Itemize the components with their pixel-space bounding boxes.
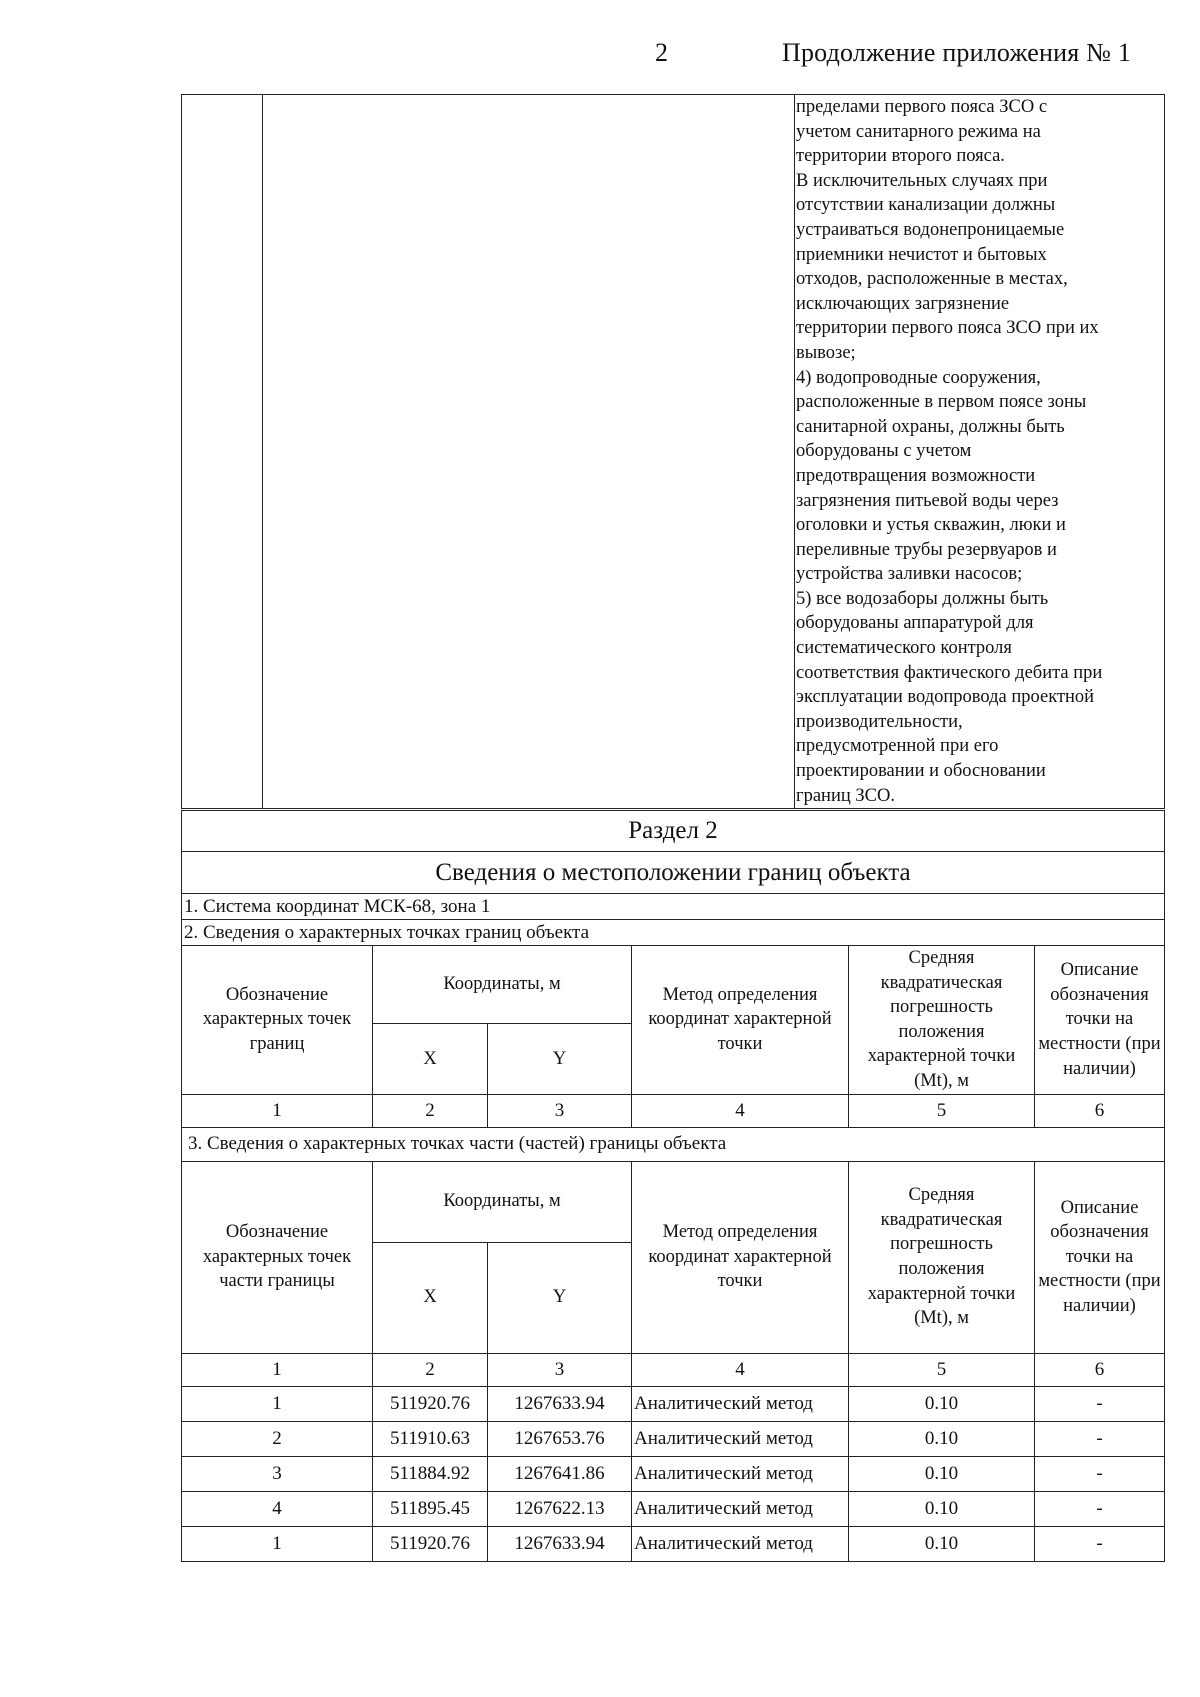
regime-text-line: устраиваться водонепроницаемые — [796, 219, 1065, 240]
regime-text-line: проектировании и обосновании — [796, 761, 1046, 782]
boundaries-table — [181, 810, 1165, 1562]
t3-col-method: Метод определения координат характерной точки — [632, 1161, 849, 1353]
cell-y: 1267633.94 — [488, 1386, 632, 1421]
t3-num: 6 — [1035, 1353, 1165, 1386]
cell-desc: - — [1035, 1526, 1165, 1561]
empty-cell-2 — [263, 95, 795, 809]
cell-error: 0.10 — [849, 1491, 1035, 1526]
regime-text-line: территории второго пояса. — [796, 146, 1005, 167]
table-row — [182, 1491, 1165, 1526]
t2-col-desc: Описание обозначения точки на местности (при наличии) — [1035, 946, 1165, 1095]
regime-text-line: территории первого пояса ЗСО при их — [796, 318, 1099, 339]
cell-point: 4 — [182, 1491, 373, 1526]
t3-col-x: X — [373, 1242, 488, 1353]
cell-error: 0.10 — [849, 1386, 1035, 1421]
t2-col-y: Y — [488, 1024, 632, 1094]
regime-text-line: 4) водопроводные сооружения, — [796, 367, 1041, 388]
regime-text-line: оборудованы аппаратурой для — [796, 613, 1034, 634]
t2-col-x: X — [373, 1024, 488, 1094]
regime-text-line: пределами первого пояса ЗСО с — [796, 97, 1048, 117]
cell-x: 511910.63 — [373, 1421, 488, 1456]
regime-text-line: оголовки и устья скважин, люки и — [796, 515, 1066, 536]
t3-col-desc: Описание обозначения точки на местности (при наличии) — [1035, 1161, 1165, 1353]
cell-desc: - — [1035, 1491, 1165, 1526]
coord-system: 1. Система координат МСК-68, зона 1 — [182, 894, 1165, 920]
cell-y: 1267622.13 — [488, 1491, 632, 1526]
cell-x: 511920.76 — [373, 1386, 488, 1421]
table-row — [182, 1526, 1165, 1561]
cell-y: 1267653.76 — [488, 1421, 632, 1456]
t2-col-coords: Координаты, м — [373, 946, 632, 1024]
page-number: 2 — [655, 38, 668, 67]
cell-desc: - — [1035, 1456, 1165, 1491]
regime-text-line: приемники нечистот и бытовых — [796, 244, 1047, 265]
regime-text-cell — [795, 95, 1165, 809]
part2-title: 2. Сведения о характерных точках границ объекта — [182, 920, 1165, 946]
regime-text-line: расположенные в первом поясе зоны — [796, 392, 1087, 413]
cell-point: 1 — [182, 1526, 373, 1561]
cell-method: Аналитический метод — [632, 1421, 849, 1456]
cell-error: 0.10 — [849, 1456, 1035, 1491]
t3-col-coords: Координаты, м — [373, 1161, 632, 1242]
cell-point: 1 — [182, 1386, 373, 1421]
regime-text-line: предотвращения возможности — [796, 465, 1036, 486]
t3-num: 3 — [488, 1353, 632, 1386]
section-subtitle: Сведения о местоположении границ объекта — [182, 852, 1165, 894]
t3-num: 1 — [182, 1353, 373, 1386]
regime-text-line: отходов, расположенные в местах, — [796, 269, 1068, 290]
regime-text-line: эксплуатации водопровода проектной — [796, 687, 1095, 708]
t3-num: 2 — [373, 1353, 488, 1386]
table-row — [182, 1456, 1165, 1491]
cell-desc: - — [1035, 1386, 1165, 1421]
regime-text-line: загрязнения питьевой воды через — [796, 490, 1059, 511]
regime-text-line: границ ЗСО. — [796, 785, 895, 806]
part3-title: 3. Сведения о характерных точках части (частей) границы объекта — [182, 1127, 1165, 1161]
cell-x: 511884.92 — [373, 1456, 488, 1491]
t3-col-error: Средняя квадратическая погрешность положения характерной точки (Mt), м — [849, 1161, 1035, 1353]
regime-text-line: отсутствии канализации должны — [796, 195, 1056, 216]
t3-num: 4 — [632, 1353, 849, 1386]
cell-y: 1267641.86 — [488, 1456, 632, 1491]
table-row — [182, 1421, 1165, 1456]
continuation-title: Продолжение приложения № 1 — [782, 38, 1132, 67]
regime-text-line: предусмотренной при его — [796, 736, 999, 757]
t3-col-point: Обозначение характерных точек части границы — [182, 1161, 373, 1353]
regime-text-line: устройства заливки насосов; — [796, 564, 1023, 585]
cell-y: 1267633.94 — [488, 1526, 632, 1561]
t2-num: 3 — [488, 1094, 632, 1127]
cell-desc: - — [1035, 1421, 1165, 1456]
regime-text-line: вывозе; — [796, 342, 856, 363]
regime-text-line: исключающих загрязнение — [796, 293, 1010, 314]
t2-col-point: Обозначение характерных точек границ — [182, 946, 373, 1095]
regime-text-line: учетом санитарного режима на — [796, 121, 1041, 142]
regime-text-line: санитарной охраны, должны быть — [796, 416, 1065, 437]
regime-text-line: систематического контроля — [796, 638, 1012, 659]
regime-text-line: соответствия фактического дебита при — [796, 662, 1103, 683]
t2-col-method: Метод определения координат характерной точки — [632, 946, 849, 1095]
empty-cell-1 — [182, 95, 263, 809]
regime-text-line: В исключительных случаях при — [796, 170, 1048, 191]
t3-num: 5 — [849, 1353, 1035, 1386]
regime-text-line: переливные трубы резервуаров и — [796, 539, 1057, 560]
cell-point: 2 — [182, 1421, 373, 1456]
regime-text-line: оборудованы с учетом — [796, 441, 972, 462]
t2-num: 2 — [373, 1094, 488, 1127]
t2-num: 4 — [632, 1094, 849, 1127]
cell-x: 511920.76 — [373, 1526, 488, 1561]
cell-x: 511895.45 — [373, 1491, 488, 1526]
cell-method: Аналитический метод — [632, 1526, 849, 1561]
t3-col-y: Y — [488, 1242, 632, 1353]
zso-regime-table — [181, 94, 1165, 809]
table-row — [182, 1386, 1165, 1421]
cell-method: Аналитический метод — [632, 1491, 849, 1526]
regime-text-line: 5) все водозаборы должны быть — [796, 588, 1049, 609]
t2-num: 1 — [182, 1094, 373, 1127]
t2-num: 5 — [849, 1094, 1035, 1127]
cell-error: 0.10 — [849, 1526, 1035, 1561]
t2-col-error: Средняя квадратическая погрешность положения характерной точки (Mt), м — [849, 946, 1035, 1095]
cell-method: Аналитический метод — [632, 1456, 849, 1491]
cell-method: Аналитический метод — [632, 1386, 849, 1421]
t2-num: 6 — [1035, 1094, 1165, 1127]
section-title: Раздел 2 — [182, 811, 1165, 852]
regime-text-line: производительности, — [796, 711, 963, 732]
cell-point: 3 — [182, 1456, 373, 1491]
cell-error: 0.10 — [849, 1421, 1035, 1456]
